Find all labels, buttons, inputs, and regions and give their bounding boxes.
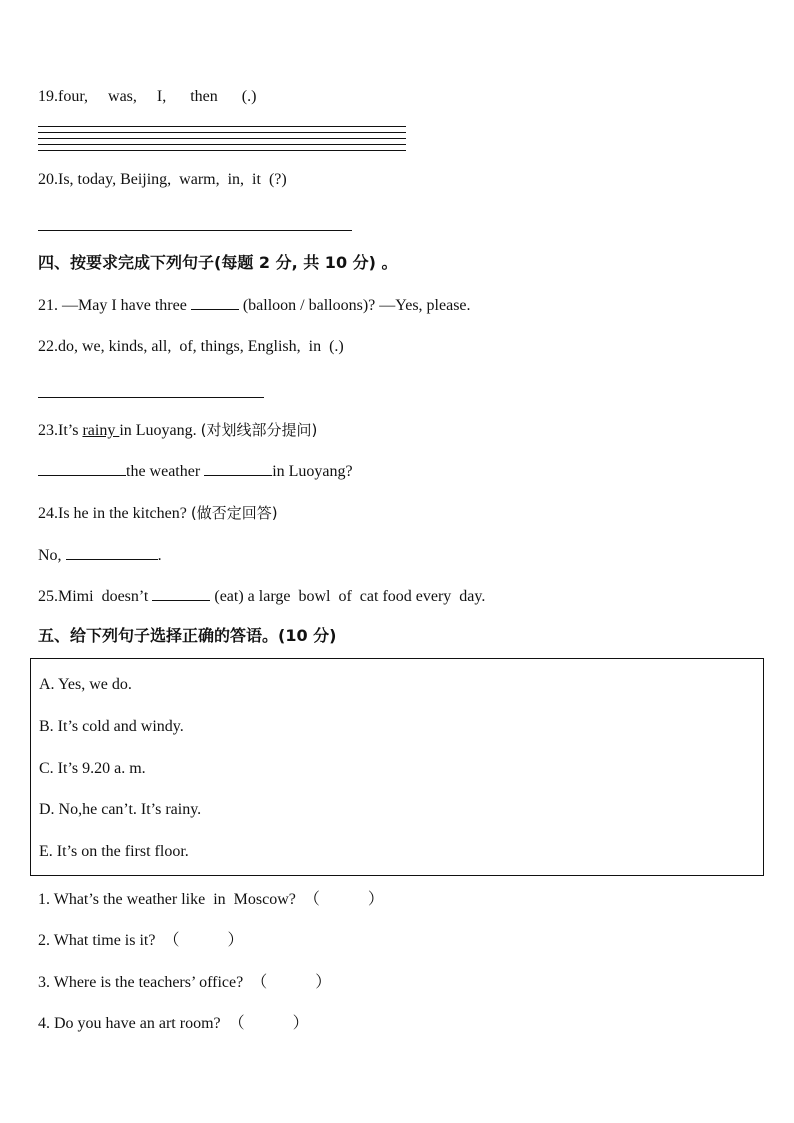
question-24-answer-end: . [157,547,162,564]
question-25 [38,586,485,607]
answer-line [38,150,406,151]
blank [204,461,272,476]
answer-line [38,126,406,127]
question-24-text: 24.Is he in the kitchen? [38,505,191,522]
question-23-after: in Luoyang. [119,422,201,439]
question-21-after: (balloon / balloons)? —Yes, please. [238,297,471,314]
option-b: B. It’s cold and windy. [39,718,184,735]
question-24 [38,503,278,524]
blank [38,461,126,476]
blank [66,545,158,560]
question-24-instruction: (做否定回答) [190,504,278,522]
option-d: D. No,he can’t. It’s rainy. [39,801,202,818]
section-4-heading: 四、按要求完成下列句子(每题 2 分, 共 10 分) 。 [38,253,398,272]
answer-line [38,230,352,231]
question-23-before: 23.It’s [38,422,83,439]
question-25-before: 25.Mimi doesn’t [38,588,153,605]
question-25-after: (eat) a large bowl of cat food every day. [210,588,486,605]
answer-line [38,397,264,398]
question-23-answer-middle: the weather [126,463,205,480]
matching-question-1: 1. What’s the weather like in Moscow? （ ） [38,891,384,908]
blank [191,295,239,310]
matching-question-2: 2. What time is it? （ ） [38,932,244,949]
answer-line [38,144,406,145]
question-23-answer [38,461,353,482]
option-e: E. It’s on the first floor. [39,843,189,860]
blank [152,586,210,601]
section-5-heading: 五、给下列句子选择正确的答语。(10 分) [38,626,337,645]
answer-line [38,132,406,133]
option-a: A. Yes, we do. [39,676,132,693]
question-21-before: 21. —May I have three [38,297,191,314]
underlined-word: rainy [82,422,120,439]
question-23-answer-end: in Luoyang? [272,463,353,480]
question-24-answer-before: No, [38,547,66,564]
question-23-instruction: (对划线部分提问) [200,421,318,439]
question-20: 20.Is, today, Beijing, warm, in, it (?) [38,171,287,188]
options-box [30,658,764,876]
answer-line [38,138,406,139]
question-23 [38,420,317,441]
option-c: C. It’s 9.20 a. m. [39,760,146,777]
question-19: 19.four, was, I, then (.) [38,88,257,105]
question-21 [38,295,471,316]
question-24-answer [38,545,162,566]
matching-question-3: 3. Where is the teachers’ office? （ ） [38,974,332,991]
question-22: 22.do, we, kinds, all, of, things, English, in (.) [38,338,344,355]
matching-question-4: 4. Do you have an art room? （ ） [38,1015,309,1032]
